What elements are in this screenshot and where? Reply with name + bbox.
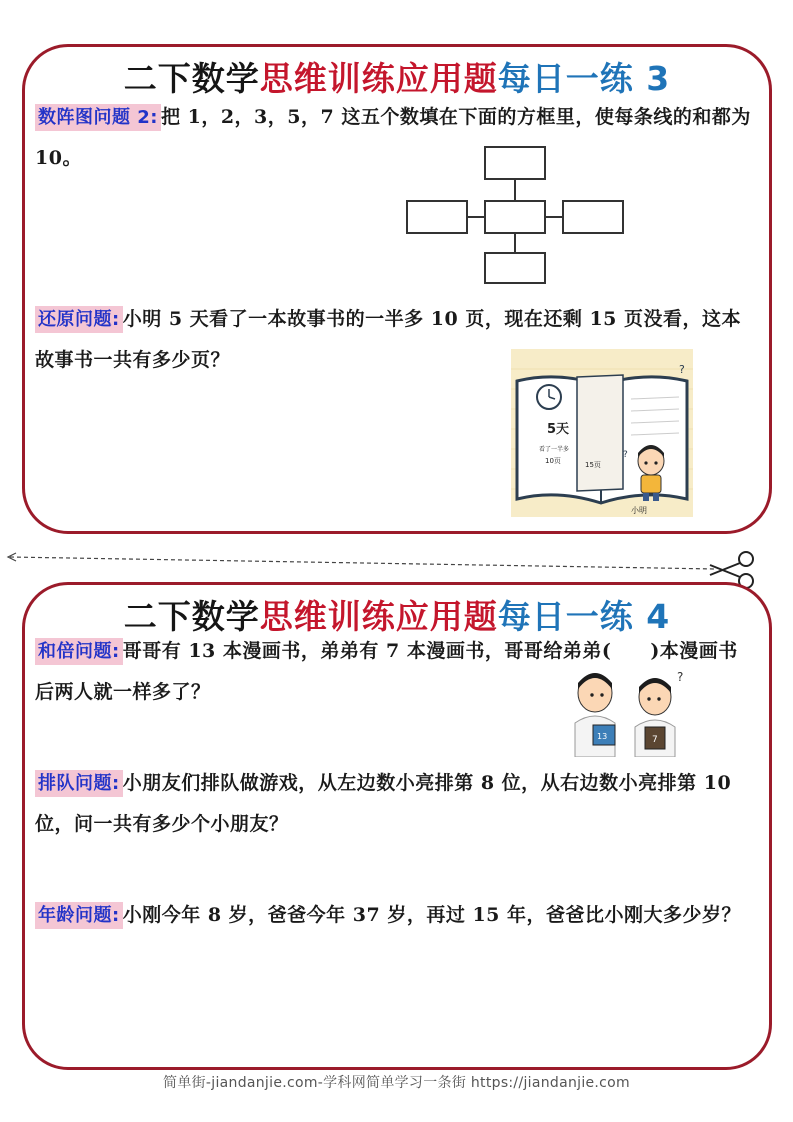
card-title xyxy=(25,53,769,100)
frame-box-bottom xyxy=(485,253,545,283)
illus-name: 小明 xyxy=(631,506,647,515)
frame-box-left xyxy=(407,201,467,233)
problem-tag: 排队问题: xyxy=(35,770,123,797)
title-part-daily: 每日一练 3 xyxy=(497,59,671,98)
problem-number-grid xyxy=(35,97,757,178)
illus-remaining: 15页 xyxy=(585,461,601,469)
problem-tag: 和倍问题: xyxy=(35,638,123,665)
svg-text:?: ? xyxy=(623,450,628,460)
exercise-card-4 xyxy=(22,582,772,1070)
younger-brother-icon xyxy=(635,678,675,757)
problem-tag: 年龄问题: xyxy=(35,902,123,929)
problem-text: 小朋友们排队做游戏，从左边数小亮排第 8 位，从右边数小亮排第 10 位，问一共有多少个小朋友？ xyxy=(35,772,732,835)
book-count-right: 7 xyxy=(652,735,658,745)
older-brother-icon xyxy=(575,673,615,757)
question-mark-icon: ? xyxy=(677,670,684,684)
title-part-grade: 二下数学 xyxy=(123,597,260,636)
problem-text: 小刚今年 8 岁，爸爸今年 37 岁，再过 15 年，爸爸比小刚大多少岁？ xyxy=(122,904,741,926)
frame-box-top xyxy=(485,147,545,179)
title-part-daily: 每日一练 4 xyxy=(497,597,671,636)
title-part-grade: 二下数学 xyxy=(123,59,260,98)
frame-box-right xyxy=(563,201,623,233)
exercise-card-3 xyxy=(22,44,772,534)
illus-days: 5天 xyxy=(547,422,570,437)
problem-tag: 数阵图问题 2: xyxy=(35,104,161,131)
book-count-left: 13 xyxy=(597,732,608,741)
storybook-illustration xyxy=(511,349,693,517)
problem-text: 把 1，2，3，5，7 这五个数填在下面的方框里，使每条线的和都为 10。 xyxy=(35,106,751,169)
title-part-topic: 思维训练应用题 xyxy=(259,597,498,636)
problem-age xyxy=(35,895,757,936)
problem-tag: 还原问题: xyxy=(35,306,123,333)
footer-source: 简单街-jiandanjie.com-学科网简单学习一条街 https://jiandanjie.com xyxy=(163,1075,630,1091)
question-mark-icon: ? xyxy=(679,363,685,376)
title-part-topic: 思维训练应用题 xyxy=(259,59,498,98)
number-frame-diagram xyxy=(405,145,625,285)
frame-box-center xyxy=(485,201,545,233)
problem-text: 小明 5 天看了一本故事书的一半多 10 页，现在还剩 15 页没看，这本故事书一共有多少页？ xyxy=(35,308,741,371)
illus-note-2: 10页 xyxy=(545,457,561,465)
illus-note-1: 看了一半多 xyxy=(539,446,570,453)
problem-text: 哥哥有 13 本漫画书，弟弟有 7 本漫画书，哥哥给弟弟( )本漫画书后两人就一样多了？ xyxy=(35,640,738,703)
problem-queue xyxy=(35,763,757,844)
two-boys-illustration xyxy=(559,667,691,757)
